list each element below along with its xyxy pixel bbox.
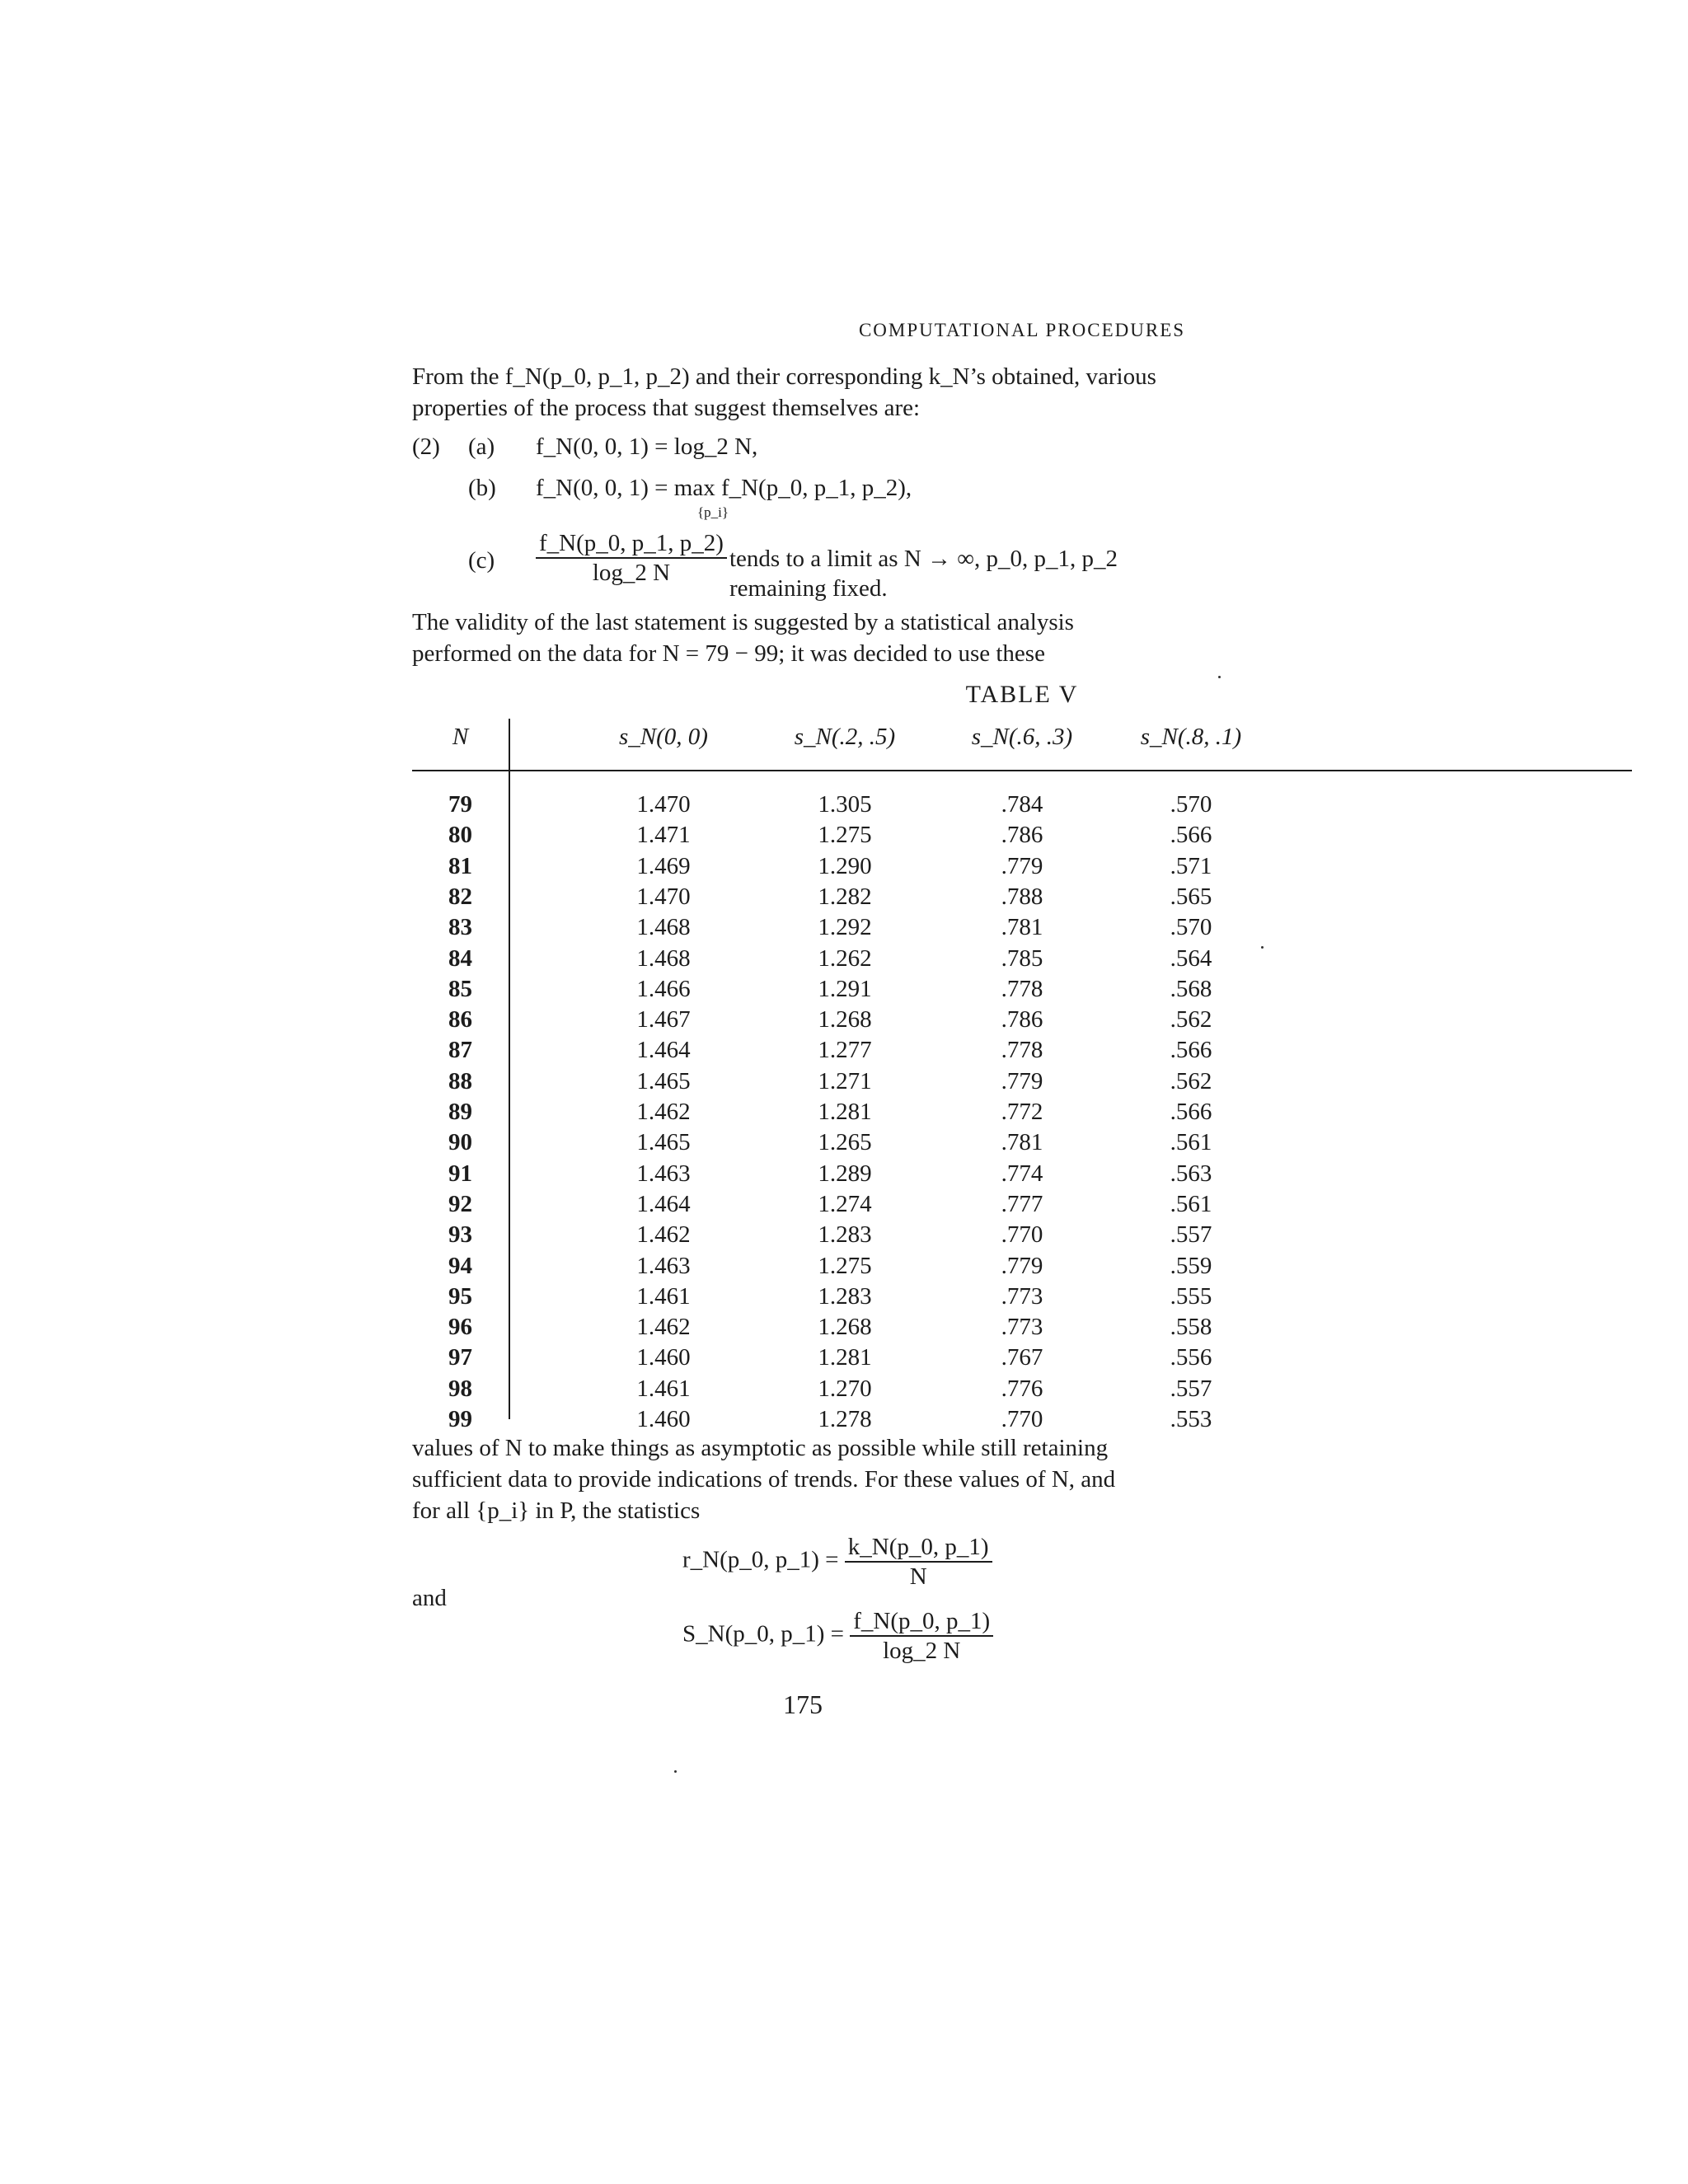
equation-a-body: f_N(0, 0, 1) = log_2 N, — [536, 434, 758, 460]
table-cell-value: .564 — [1170, 944, 1212, 972]
table-row — [412, 1283, 1632, 1314]
table-row — [412, 1006, 1632, 1037]
table-cell-value: .557 — [1170, 1375, 1212, 1402]
table-cell-value: 1.470 — [636, 883, 691, 910]
table-header-s00: s_N(0, 0) — [619, 724, 708, 750]
validity-line-2: performed on the data for N = 79 − 99; it was decided to use these — [412, 640, 1045, 667]
table-row — [412, 1344, 1632, 1375]
table-cell-value: 1.305 — [818, 791, 872, 818]
table-header-row — [412, 719, 1632, 768]
table-cell-value: 1.460 — [636, 1344, 691, 1371]
table-cell-value: .777 — [1001, 1190, 1043, 1217]
table-cell-n: 79 — [448, 791, 472, 818]
table-cell-value: .779 — [1001, 852, 1043, 879]
table-cell-value: 1.464 — [636, 1037, 691, 1064]
validity-line-1: The validity of the last statement is suggested by a statistical analysis — [412, 609, 1074, 635]
table-cell-n: 99 — [448, 1406, 472, 1432]
table-cell-value: .781 — [1001, 914, 1043, 941]
table-cell-value: .553 — [1170, 1406, 1212, 1432]
intro-line-1: From the f_N(p_0, p_1, p_2) and their corresponding k_N’s obtained, various — [412, 363, 1156, 390]
equation-s — [682, 1607, 993, 1665]
table-cell-value: 1.464 — [636, 1190, 691, 1217]
closing-line-2: sufficient data to provide indications of trends. For these values of N, and — [412, 1466, 1116, 1493]
equation-b-body: f_N(0, 0, 1) = max f_N(p_0, p_1, p_2), — [536, 475, 912, 501]
table-row — [412, 1099, 1632, 1129]
table-cell-value: .786 — [1001, 1006, 1043, 1033]
table-cell-n: 81 — [448, 852, 472, 879]
table-cell-value: 1.462 — [636, 1221, 691, 1249]
table-cell-value: .556 — [1170, 1344, 1212, 1371]
table-cell-value: 1.282 — [818, 883, 872, 910]
table-cell-n: 80 — [448, 822, 472, 849]
table-cell-value: .566 — [1170, 822, 1212, 849]
table-header-s25: s_N(.2, .5) — [794, 724, 896, 750]
table-row — [412, 1068, 1632, 1099]
equation-s-numerator: f_N(p_0, p_1) — [850, 1607, 993, 1637]
table-cell-n: 96 — [448, 1314, 472, 1341]
table-cell-n: 83 — [448, 914, 472, 941]
table-cell-value: .563 — [1170, 1160, 1212, 1187]
equation-b-subscript: {p_i} — [697, 504, 729, 520]
table-cell-n: 98 — [448, 1375, 472, 1402]
table-row — [412, 914, 1632, 944]
table-cell-value: 1.466 — [636, 975, 691, 1002]
table-cell-n: 88 — [448, 1067, 472, 1094]
table-cell-value: .557 — [1170, 1221, 1212, 1249]
table-cell-value: 1.469 — [636, 852, 691, 879]
table-cell-value: .565 — [1170, 883, 1212, 910]
table-cell-value: 1.292 — [818, 914, 872, 941]
table-row — [412, 822, 1632, 852]
table-cell-value: 1.275 — [818, 1252, 872, 1279]
table-cell-value: .571 — [1170, 852, 1212, 879]
table-cell-value: 1.281 — [818, 1099, 872, 1125]
validity-paragraph — [412, 607, 1632, 669]
equation-c-numerator: f_N(p_0, p_1, p_2) — [536, 529, 727, 559]
scan-speck — [1261, 946, 1264, 949]
table-row — [412, 791, 1632, 822]
table-cell-value: 1.463 — [636, 1160, 691, 1187]
table-cell-n: 85 — [448, 975, 472, 1002]
table-header-s63: s_N(.6, .3) — [971, 724, 1073, 750]
table-cell-n: 97 — [448, 1344, 472, 1371]
table-cell-value: .774 — [1001, 1160, 1043, 1187]
table-cell-value: .788 — [1001, 883, 1043, 910]
table-cell-value: .562 — [1170, 1067, 1212, 1094]
table-cell-value: 1.471 — [636, 822, 691, 849]
table-cell-n: 94 — [448, 1252, 472, 1279]
table-row — [412, 1160, 1632, 1191]
table-cell-value: 1.470 — [636, 791, 691, 818]
table-row — [412, 1376, 1632, 1406]
table-cell-value: .784 — [1001, 791, 1043, 818]
equation-r-denominator: N — [909, 1563, 927, 1590]
intro-paragraph — [412, 361, 1632, 424]
table-row — [412, 1037, 1632, 1067]
equation-number: (2) — [412, 434, 440, 460]
table-cell-value: 1.278 — [818, 1406, 872, 1432]
table-cell-value: .568 — [1170, 975, 1212, 1002]
table-cell-value: 1.283 — [818, 1282, 872, 1310]
table-cell-value: 1.462 — [636, 1314, 691, 1341]
equation-s-lhs: S_N(p_0, p_1) = — [682, 1620, 844, 1647]
equation-r-lhs: r_N(p_0, p_1) = — [682, 1546, 839, 1573]
table-cell-n: 95 — [448, 1282, 472, 1310]
table-cell-value: .773 — [1001, 1314, 1043, 1341]
table-cell-value: 1.265 — [818, 1129, 872, 1156]
table-cell-n: 84 — [448, 944, 472, 972]
table-cell-value: 1.460 — [636, 1406, 691, 1432]
table-cell-value: 1.462 — [636, 1099, 691, 1125]
table-row — [412, 945, 1632, 976]
table-row — [412, 1314, 1632, 1344]
equation-r-numerator: k_N(p_0, p_1) — [845, 1533, 992, 1563]
table-cell-value: 1.270 — [818, 1375, 872, 1402]
table-row — [412, 1221, 1632, 1252]
table-cell-value: .566 — [1170, 1037, 1212, 1064]
table-cell-value: 1.268 — [818, 1314, 872, 1341]
table-header-n: N — [452, 724, 469, 750]
intro-line-2: properties of the process that suggest themselves are: — [412, 395, 921, 421]
table-cell-value: 1.283 — [818, 1221, 872, 1249]
table-cell-value: 1.467 — [636, 1006, 691, 1033]
table-row — [412, 1191, 1632, 1221]
table-cell-value: .558 — [1170, 1314, 1212, 1341]
table-cell-value: .781 — [1001, 1129, 1043, 1156]
table-cell-value: .570 — [1170, 914, 1212, 941]
table-cell-value: 1.468 — [636, 914, 691, 941]
page-number: 175 — [783, 1690, 823, 1719]
scan-speck — [1218, 676, 1221, 678]
equation-c-fraction — [536, 529, 727, 587]
table-cell-n: 91 — [448, 1160, 472, 1187]
table-cell-value: .779 — [1001, 1067, 1043, 1094]
table-cell-value: .772 — [1001, 1099, 1043, 1125]
table-cell-value: 1.290 — [818, 852, 872, 879]
closing-line-3: for all {p_i} in P, the statistics — [412, 1497, 701, 1524]
table-cell-value: .555 — [1170, 1282, 1212, 1310]
table-cell-value: .566 — [1170, 1099, 1212, 1125]
table-cell-value: 1.291 — [818, 975, 872, 1002]
equation-b-label: (b) — [468, 475, 496, 501]
table-cell-value: 1.277 — [818, 1037, 872, 1064]
table-cell-value: .773 — [1001, 1282, 1043, 1310]
table-row — [412, 883, 1632, 914]
table-cell-value: 1.271 — [818, 1067, 872, 1094]
table-cell-value: 1.262 — [818, 944, 872, 972]
table-cell-value: 1.465 — [636, 1129, 691, 1156]
table-cell-value: 1.281 — [818, 1344, 872, 1371]
equation-c-text-1: tends to a limit as N → ∞, p_0, p_1, p_2 — [729, 546, 1118, 572]
table-cell-n: 82 — [448, 883, 472, 910]
closing-line-1: values of N to make things as asymptotic as possible while still retaining — [412, 1435, 1109, 1461]
table-cell-value: 1.268 — [818, 1006, 872, 1033]
table-cell-value: 1.463 — [636, 1252, 691, 1279]
table-header-s81: s_N(.8, .1) — [1140, 724, 1242, 750]
table-cell-value: 1.461 — [636, 1282, 691, 1310]
table-cell-n: 86 — [448, 1006, 472, 1033]
table-cell-n: 90 — [448, 1129, 472, 1156]
equation-c-text-2: remaining fixed. — [729, 575, 888, 602]
equation-s-denominator: log_2 N — [883, 1638, 961, 1664]
table-cell-n: 89 — [448, 1099, 472, 1125]
table-cell-value: 1.468 — [636, 944, 691, 972]
and-word: and — [412, 1585, 447, 1611]
table-cell-value: .770 — [1001, 1221, 1043, 1249]
table-cell-value: .767 — [1001, 1344, 1043, 1371]
equation-c-label: (c) — [468, 547, 495, 574]
scan-speck — [674, 1770, 677, 1773]
table-cell-value: 1.461 — [636, 1375, 691, 1402]
equation-c-denominator: log_2 N — [592, 560, 671, 586]
table-row — [412, 976, 1632, 1006]
table-cell-n: 87 — [448, 1037, 472, 1064]
table-row — [412, 853, 1632, 883]
table-cell-value: .559 — [1170, 1252, 1212, 1279]
table-cell-value: .776 — [1001, 1375, 1043, 1402]
table-cell-value: .786 — [1001, 822, 1043, 849]
table-cell-value: 1.275 — [818, 822, 872, 849]
table-cell-n: 93 — [448, 1221, 472, 1249]
table-cell-value: .570 — [1170, 791, 1212, 818]
table-cell-value: .785 — [1001, 944, 1043, 972]
equation-a-label: (a) — [468, 434, 495, 460]
table-cell-value: .779 — [1001, 1252, 1043, 1279]
closing-paragraph — [412, 1432, 1632, 1526]
table-cell-value: 1.465 — [636, 1067, 691, 1094]
running-head: COMPUTATIONAL PROCEDURES — [858, 320, 1186, 340]
table-cell-value: .778 — [1001, 1037, 1043, 1064]
table-row — [412, 1253, 1632, 1283]
table-cell-value: .561 — [1170, 1190, 1212, 1217]
table-cell-value: .770 — [1001, 1406, 1043, 1432]
table-row — [412, 1129, 1632, 1160]
table-cell-value: .778 — [1001, 975, 1043, 1002]
table-header-rule — [412, 770, 1632, 771]
equation-r — [682, 1533, 992, 1591]
table-cell-value: 1.289 — [818, 1160, 872, 1187]
table-cell-value: .562 — [1170, 1006, 1212, 1033]
table-cell-n: 92 — [448, 1190, 472, 1217]
table-title: TABLE V — [965, 681, 1079, 708]
table-cell-value: .561 — [1170, 1129, 1212, 1156]
table-cell-value: 1.274 — [818, 1190, 872, 1217]
